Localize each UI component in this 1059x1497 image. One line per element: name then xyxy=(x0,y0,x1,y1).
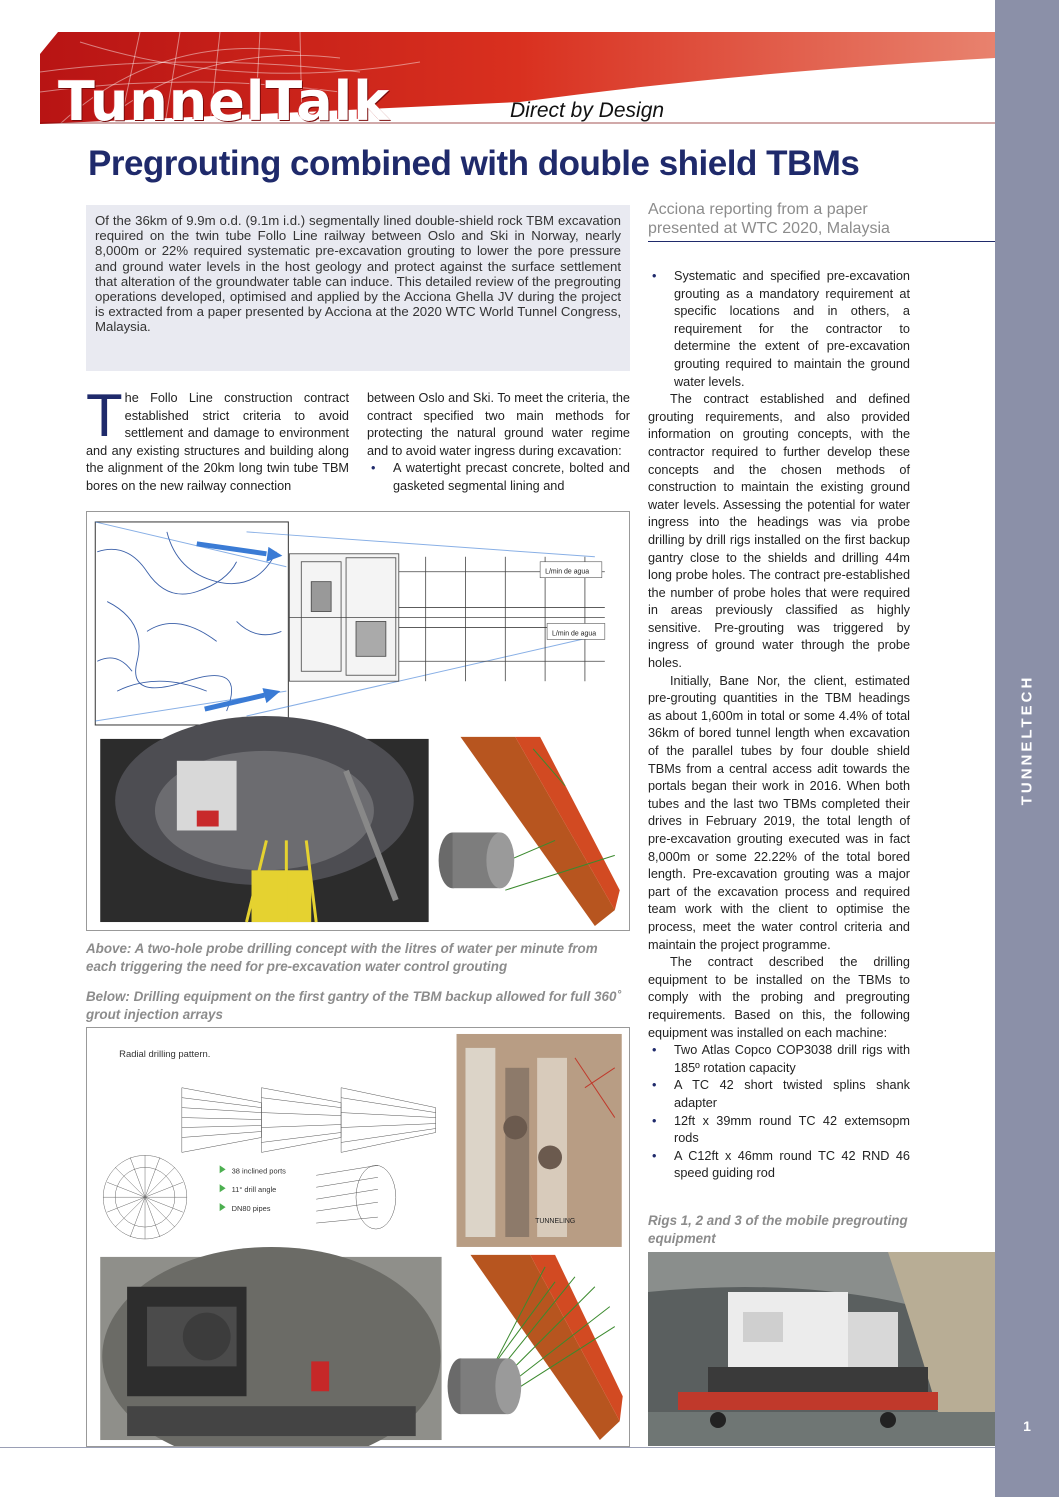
section-label: TUNNELTECH xyxy=(1018,674,1036,806)
page-number: 1 xyxy=(1023,1418,1031,1434)
article-intro: Of the 36km of 9.9m o.d. (9.1m i.d.) segmentally lined double-shield rock TBM excavation required on the twin tube Follo Line railway between Oslo and Ski in Norway, nearly 8,000m or 22% required systematic pre-excavation grouting to lower the pore pressure and ground water levels in the host geology and protect against the surface settlement that alteration of the groundwater table can induce. This detailed review of the pregrouting operations developed, optimised and applied by the Acciona Ghella JV during the project is extracted from a paper presented by Acciona at the 2020 WTC World Tunnel Congress, Malaysia. xyxy=(86,205,630,371)
bullet-list xyxy=(648,268,910,391)
mobile-rigs-photo xyxy=(648,1252,995,1446)
figure-caption: Rigs 1, 2 and 3 of the mobile pregrouting equipment xyxy=(648,1213,908,1246)
list-item: • 12ft x 39mm round TC 42 extemsopm rods xyxy=(648,1113,910,1148)
article-byline: Acciona reporting from a paper presented at WTC 2020, Malaysia xyxy=(648,201,890,237)
probe-drilling-figure xyxy=(86,511,630,931)
flow-label: L/min de agua xyxy=(552,630,597,638)
spec-label: 11° drill angle xyxy=(231,1185,277,1195)
paragraph: Initially, Bane Nor, the client, estimated pre-grouting quantities in the TBM headings as about 1,600m in total or some 4.4% of total 36km of bored tunnel length when excavation of the parallel tubes by four double shield TBMs from a central access adit towards the portals began their work in 2016. When both tubes and the last two TBMs completed their drives in February 2019, the total length of pre-excavation grouting executed was in fact 8,000m or some 22.22% of the total bored length. Pre-excavation grouting was a major part of the excavation process and required team work with the client to optimise the process, meet the water control criteria and maintain the project programme. xyxy=(648,673,910,952)
figure-caption: Below: Drilling equipment on the first gantry of the TBM backup allowed for full 360˚ grout injection arrays xyxy=(86,989,621,1022)
list-item: • Systematic and specified pre-excavation grouting as a mandatory requirement at specific locations and in others, a requirement for the contractor to determine the extent of pre-excavation grouting required to maintain the ground water levels. xyxy=(648,268,910,391)
spec-label: 38 inclined ports xyxy=(231,1166,286,1176)
diagram-title: Radial drilling pattern. xyxy=(119,1048,211,1060)
paragraph: between Oslo and Ski. To meet the criteria, the contract specified two main methods for protecting the natural ground water regime and to avoid water ingress during excavation: xyxy=(367,391,630,458)
body-column-1 xyxy=(86,382,349,496)
paragraph: The contract established and defined grouting requirements, and also provided information on grouting concepts, with the contractor required to further develop these concepts and the chosen methods of construction to maintain the existing ground water levels. Assessing the potential for water ingress into the headings was via probe drilling by drill rigs installed on the first backup gantry close to the shields and drilling 44m long probe holes. The contract pre-established the number of probe holes that were required in areas previously classified as highly sensitive. Pre-grouting was triggered by ingress of ground water through the probe holes. xyxy=(648,392,910,671)
bullet-list xyxy=(367,460,630,495)
brand-logo: TunnelTalk xyxy=(58,70,391,133)
list-item: • A C12ft x 46mm round TC 42 RND 46 speed guiding rod xyxy=(648,1148,910,1183)
equipment-list xyxy=(648,1042,910,1183)
byline-rule xyxy=(648,241,995,242)
gantry-photo xyxy=(457,1034,622,1247)
spec-label: DN80 pipes xyxy=(231,1204,271,1214)
grout-array-render xyxy=(448,1255,623,1440)
probe-render xyxy=(434,737,623,926)
flow-label: L/min de agua xyxy=(545,568,590,576)
paragraph: The contract described the drilling equipment to be installed on the TBMs to comply with the probing and pregrouting requirements. Based on this, the following equipment was installed on each machine: xyxy=(648,955,910,1040)
body-column-2 xyxy=(367,390,630,496)
figure-caption: Above: A two-hole probe drilling concept with the litres of water per minute from each triggering the need for pre-excavation water control grouting xyxy=(86,941,598,974)
brand-tagline: Direct by Design xyxy=(510,99,665,122)
radial-pattern-diagram xyxy=(93,1034,451,1247)
list-item: • A TC 42 short twisted splins shank adapter xyxy=(648,1077,910,1112)
radial-ring-diagram xyxy=(103,1155,187,1239)
drop-cap: T xyxy=(86,382,123,449)
article-title: Pregrouting combined with double shield TBMs xyxy=(88,144,860,183)
list-item: • A watertight precast concrete, bolted and gasketed segmental lining and xyxy=(367,460,630,495)
body-column-3 xyxy=(648,268,910,1183)
paragraph: he Follo Line construction contract established strict criteria to avoid settlement and damage to environment and any existing structures and building along the alignment of the 20km long twin tube TBM bores on the new railway connection xyxy=(86,391,349,493)
drill-rig-photo xyxy=(100,1247,441,1447)
drilling-equipment-figure xyxy=(86,1027,630,1447)
tunnel-photo xyxy=(100,716,428,922)
panel-sign: TUNNELING xyxy=(535,1218,576,1226)
list-item: • Two Atlas Copco COP3038 drill rigs with 185º rotation capacity xyxy=(648,1042,910,1077)
footer-rule xyxy=(0,1447,995,1448)
